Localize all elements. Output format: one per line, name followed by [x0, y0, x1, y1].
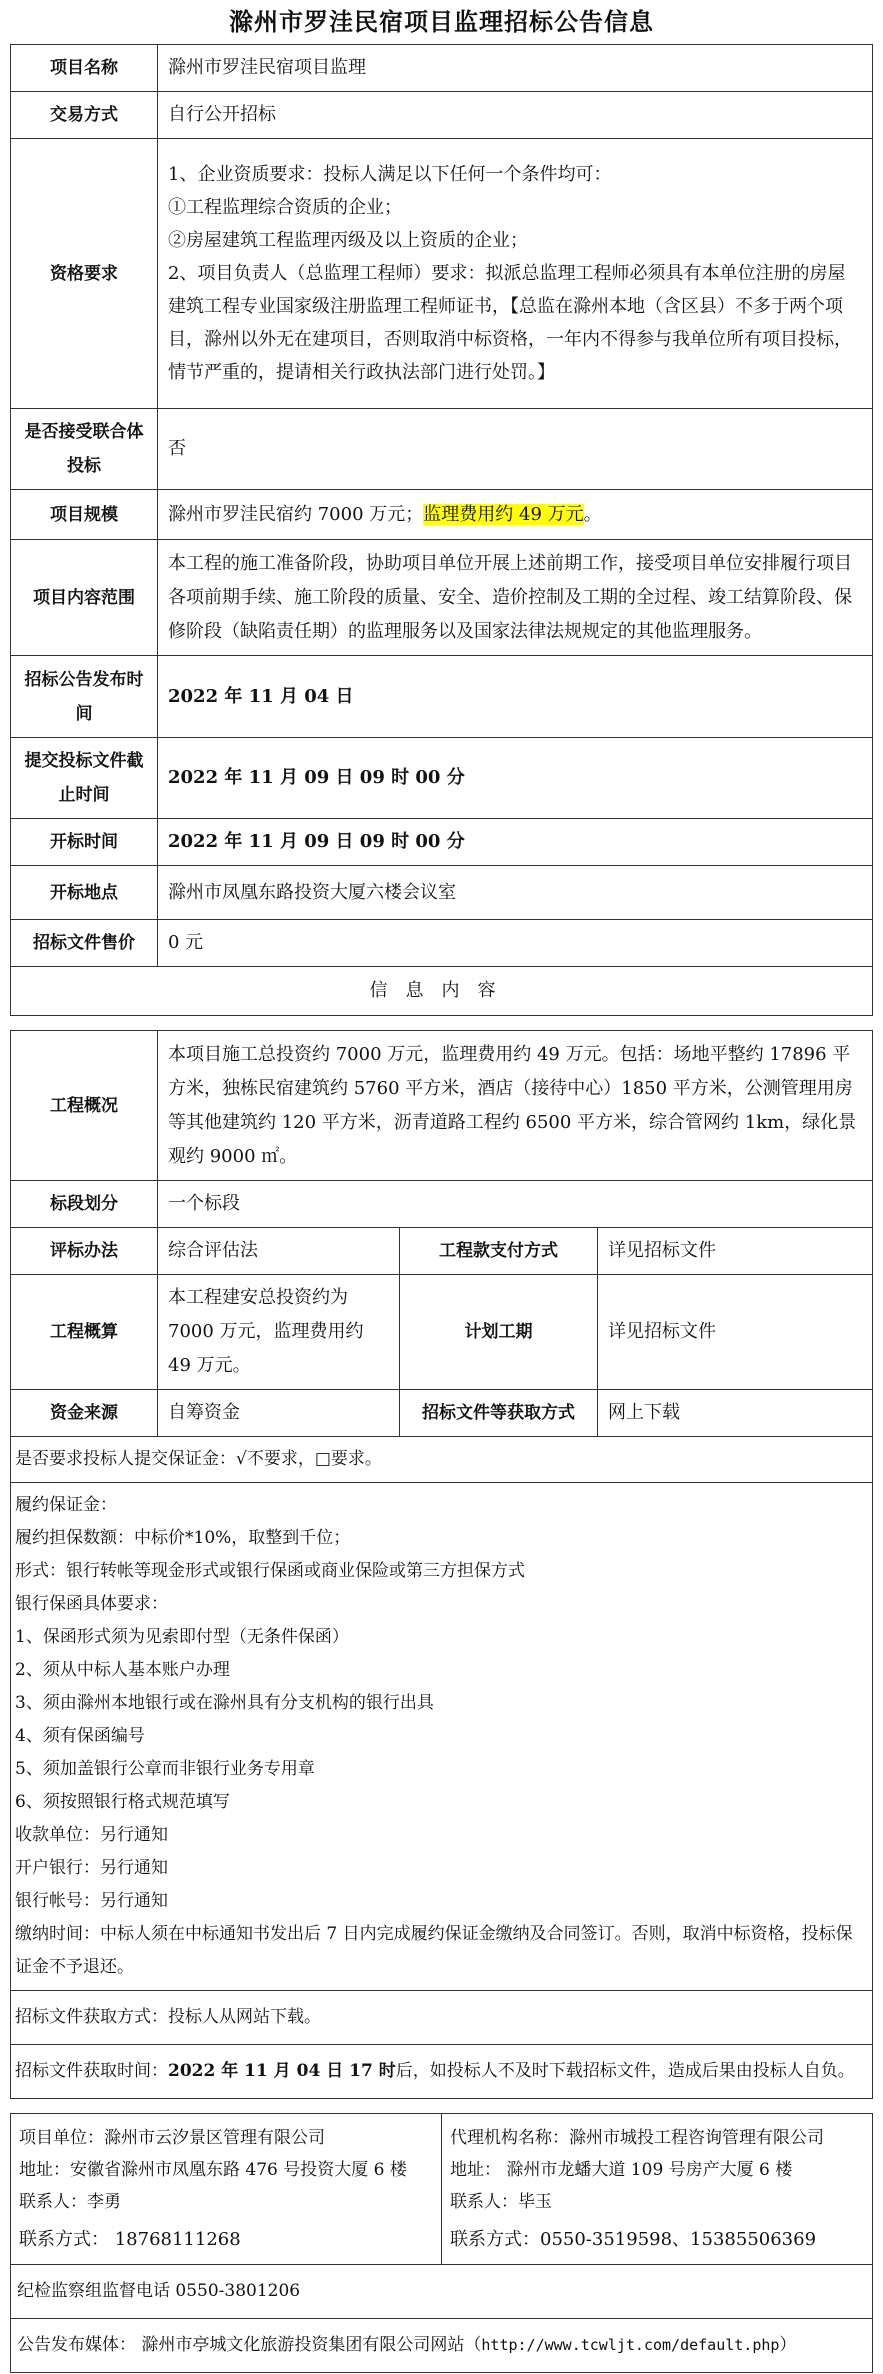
performance-line: 1、保函形式须为见索即付型（无条件保函） [15, 1627, 349, 1647]
label-submit-deadline: 提交投标文件截止时间 [11, 738, 158, 819]
owner-person: 联系人：李勇 [19, 2192, 121, 2212]
agent-phone: 联系方式：0550-3519598、15385506369 [450, 2229, 817, 2250]
label-overview: 工程概况 [11, 1031, 158, 1181]
row-budget [11, 1275, 873, 1390]
row-scale [11, 490, 873, 540]
scale-highlight: 监理费用约 49 万元 [423, 503, 584, 525]
label-budget: 工程概算 [11, 1275, 158, 1390]
label-payment: 工程款支付方式 [400, 1228, 598, 1275]
label-project-name: 项目名称 [11, 45, 158, 92]
obtain-time-prefix: 招标文件获取时间： [15, 2061, 168, 2081]
owner-address: 地址：安徽省滁州市凤凰东路 476 号投资大厦 6 楼 [19, 2160, 407, 2180]
label-funding: 资金来源 [11, 1390, 158, 1437]
label-trade-method: 交易方式 [11, 92, 158, 139]
supervision-phone: 纪检监察组监督电话 0550-3801206 [10, 2265, 873, 2319]
media-suffix: ） [779, 2335, 797, 2355]
performance-line: 缴纳时间：中标人须在中标通知书发出后 7 日内完成履约保证金缴纳及合同签订。否则，取消中标资格，投标保证金不予退还。 [15, 1924, 853, 1977]
label-qualification: 资格要求 [11, 139, 158, 409]
contact-section [10, 2113, 873, 2265]
label-eval: 评标办法 [11, 1228, 158, 1275]
row-qualification [11, 139, 873, 409]
value-doc-price: 0 元 [158, 920, 873, 967]
agent-contact [441, 2114, 872, 2264]
value-sections: 一个标段 [158, 1181, 873, 1228]
row-submit-deadline [11, 738, 873, 819]
value-qualification [158, 139, 873, 409]
label-schedule: 计划工期 [400, 1275, 598, 1390]
performance-line: 2、须从中标人基本账户办理 [15, 1660, 230, 1680]
value-consortium: 否 [158, 409, 873, 490]
value-scope: 本工程的施工准备阶段，协助项目单位开展上述前期工作，接受项目单位安排履行项目各项前期手续、施工阶段的质量、安全、造价控制及工期的全过程、竣工结算阶段、保修阶段（缺陷责任期）的监理服务以及国家法律法规规定的其他监理服务。 [158, 540, 873, 656]
performance-line: 银行保函具体要求： [15, 1594, 168, 1614]
row-eval [11, 1228, 873, 1275]
value-submit-deadline: 2022 年 11 月 09 日 09 时 00 分 [158, 738, 873, 819]
value-funding: 自筹资金 [158, 1390, 400, 1437]
value-doc-obtain: 网上下载 [598, 1390, 873, 1437]
value-project-name: 滁州市罗洼民宿项目监理 [158, 45, 873, 92]
obtain-time-value: 2022 年 11 月 04 日 17 时 [168, 2061, 396, 2081]
value-overview: 本项目施工总投资约 7000 万元，监理费用约 49 万元。包括：场地平整约 17896 平方米，独栋民宿建筑约 5760 平方米，酒店（接待中心）1850 平方米，公测管理用房等其他建筑约 120 平方米，沥青道路工程约 6500 平方米，综合管网约 1km，绿化景观约 9000 ㎡。 [158, 1031, 873, 1181]
agent-person: 联系人：毕玉 [450, 2192, 552, 2212]
scale-period: 。 [583, 503, 602, 525]
label-scale: 项目规模 [11, 490, 158, 540]
qualification-line: 2、项目负责人（总监理工程师）要求：拟派总监理工程师必须具有本单位注册的房屋建筑工程专业国家级注册监理工程师证书，【总监在滁州本地（含区县）不多于两个项目，滁州以外无在建项目，否则取消中标资格，一年内不得参与我单位所有项目投标，情节严重的，提请相关行政执法部门进行处罚。】 [168, 263, 852, 383]
label-open-time: 开标时间 [11, 819, 158, 866]
value-eval: 综合评估法 [158, 1228, 400, 1275]
performance-line: 银行帐号：另行通知 [15, 1891, 168, 1911]
value-publish-time: 2022 年 11 月 04 日 [158, 656, 873, 738]
label-scope: 项目内容范围 [11, 540, 158, 656]
owner-contact [11, 2114, 441, 2264]
info-content-header: 信息内容 [11, 967, 873, 1016]
value-trade-method: 自行公开招标 [158, 92, 873, 139]
row-scope [11, 540, 873, 656]
row-open-place [11, 866, 873, 920]
performance-line: 履约保证金： [15, 1495, 117, 1515]
project-info-table [10, 44, 873, 1016]
owner-phone: 联系方式： 18768111268 [19, 2229, 241, 2250]
obtain-time [10, 2045, 873, 2099]
row-doc-price [11, 920, 873, 967]
row-project-name [11, 45, 873, 92]
performance-line: 3、须由滁州本地银行或在滁州具有分支机构的银行出具 [15, 1693, 434, 1713]
media-prefix: 公告发布媒体： 滁州市亭城文化旅游投资集团有限公司网站（ [17, 2335, 482, 2355]
performance-line: 履约担保数额：中标价*10%，取整到千位； [15, 1528, 351, 1548]
agent-unit: 代理机构名称：滁州市城投工程咨询管理有限公司 [450, 2128, 824, 2148]
publish-media [10, 2319, 873, 2373]
performance-line: 4、须有保函编号 [15, 1726, 145, 1746]
notice-page [10, 0, 873, 2373]
value-open-place: 滁州市凤凰东路投资大厦六楼会议室 [158, 866, 873, 920]
label-doc-price: 招标文件售价 [11, 920, 158, 967]
performance-line: 开户银行：另行通知 [15, 1858, 168, 1878]
label-consortium: 是否接受联合体投标 [11, 409, 158, 490]
row-sections [11, 1181, 873, 1228]
label-publish-time: 招标公告发布时间 [11, 656, 158, 738]
qualification-line: ①工程监理综合资质的企业； [168, 197, 402, 218]
value-payment: 详见招标文件 [598, 1228, 873, 1275]
value-budget: 本工程建安总投资约为 7000 万元，监理费用约 49 万元。 [158, 1275, 400, 1390]
performance-line: 形式：银行转帐等现金形式或银行保函或商业保险或第三方担保方式 [15, 1561, 525, 1581]
engineering-info-table [10, 1030, 873, 1437]
value-open-time: 2022 年 11 月 09 日 09 时 00 分 [158, 819, 873, 866]
media-url-link[interactable]: http://www.tcwljt.com/default.php [481, 2336, 780, 2354]
agent-address: 地址： 滁州市龙蟠大道 109 号房产大厦 6 楼 [450, 2160, 793, 2180]
performance-line: 5、须加盖银行公章而非银行业务专用章 [15, 1759, 315, 1779]
value-schedule: 详见招标文件 [598, 1275, 873, 1390]
page-title: 滁州市罗洼民宿项目监理招标公告信息 [229, 7, 654, 36]
scale-amount: 滁州市罗洼民宿约 7000 万元； [168, 503, 424, 525]
qualification-line: ②房屋建筑工程监理丙级及以上资质的企业； [168, 230, 528, 251]
label-doc-obtain: 招标文件等获取方式 [400, 1390, 598, 1437]
qualification-line: 1、企业资质要求：投标人满足以下任何一个条件均可： [168, 164, 612, 185]
performance-line: 收款单位：另行通知 [15, 1825, 168, 1845]
label-sections: 标段划分 [11, 1181, 158, 1228]
row-consortium [11, 409, 873, 490]
row-funding [11, 1390, 873, 1437]
obtain-method: 招标文件获取方式：投标人从网站下载。 [10, 1991, 873, 2045]
row-overview [11, 1031, 873, 1181]
row-info-header [11, 967, 873, 1016]
performance-bond-section [10, 1483, 873, 1991]
deposit-requirement: 是否要求投标人提交保证金：√不要求，□要求。 [10, 1437, 873, 1483]
obtain-time-suffix: 后，如投标人不及时下载招标文件，造成后果由投标人自负。 [395, 2061, 855, 2081]
performance-line: 6、须按照银行格式规范填写 [15, 1792, 230, 1812]
row-open-time [11, 819, 873, 866]
row-trade-method [11, 92, 873, 139]
owner-unit: 项目单位：滁州市云汐景区管理有限公司 [19, 2128, 325, 2148]
value-scale [158, 490, 873, 540]
row-publish-time [11, 656, 873, 738]
contact-columns [11, 2114, 872, 2264]
label-open-place: 开标地点 [11, 866, 158, 920]
